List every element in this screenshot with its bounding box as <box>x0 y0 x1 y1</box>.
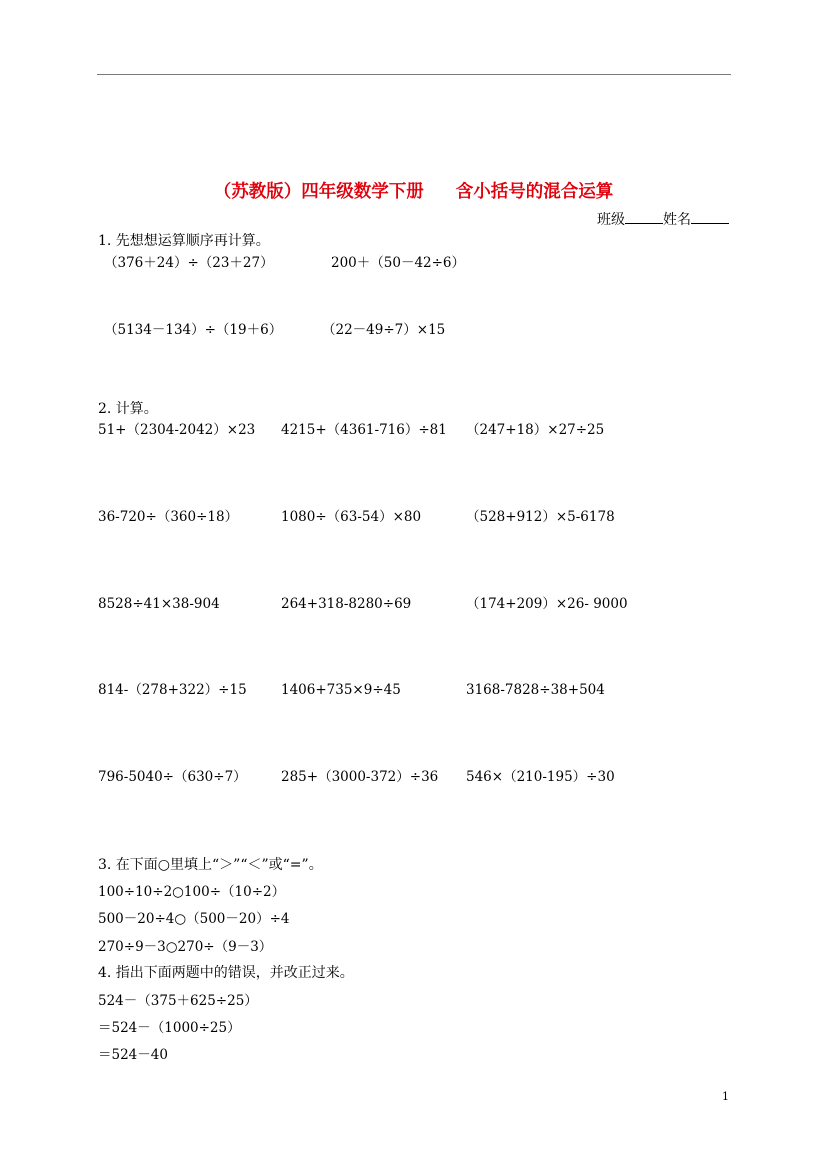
class-blank[interactable] <box>625 211 663 224</box>
problem: （174+209）×26- 9000 <box>466 596 628 612</box>
comparison-line: 270÷9－3○270÷（9－3） <box>98 939 273 955</box>
header-rule <box>97 74 731 75</box>
problem: 4215+（4361-716）÷81 <box>281 422 447 438</box>
problem: （376＋24）÷（23＋27） <box>104 255 274 271</box>
problem: 546×（210-195）÷30 <box>466 769 615 785</box>
problem: （247+18）×27÷25 <box>466 422 605 438</box>
problem: 36-720÷（360÷18） <box>98 509 239 525</box>
problem: 3168-7828÷38+504 <box>466 682 605 698</box>
title-part-2: 含小括号的混合运算 <box>455 182 614 202</box>
section-1-heading: 1. 先想想运算顺序再计算。 <box>98 233 270 249</box>
name-label: 姓名 <box>663 212 691 228</box>
section-4-heading: 4. 指出下面两题中的错误，并改正过来。 <box>98 965 354 981</box>
problem: 200＋（50－42÷6） <box>331 255 466 271</box>
problem: 8528÷41×38-904 <box>98 596 220 612</box>
problem: 285+（3000-372）÷36 <box>281 769 439 785</box>
problem: 1406+735×9÷45 <box>281 682 401 698</box>
title-part-1: （苏教版）四年级数学下册 <box>213 182 424 202</box>
class-label: 班级 <box>597 212 625 228</box>
work-line: 524－（375＋625÷25） <box>98 993 258 1009</box>
section-2-heading: 2. 计算。 <box>98 401 158 417</box>
problem: 814-（278+322）÷15 <box>98 682 247 698</box>
problem: （528+912）×5-6178 <box>466 509 615 525</box>
section-3-heading: 3. 在下面○里填上“＞”“＜”或“=”。 <box>98 857 323 873</box>
problem: 1080÷（63-54）×80 <box>281 509 422 525</box>
problem: 51+（2304-2042）×23 <box>98 422 256 438</box>
name-blank[interactable] <box>691 211 729 224</box>
comparison-line: 100÷10÷2○100÷（10÷2） <box>98 884 286 900</box>
comparison-line: 500－20÷4○（500－20）÷4 <box>98 911 290 927</box>
student-info <box>597 211 729 227</box>
work-line: ＝524－40 <box>98 1047 168 1063</box>
work-line: ＝524－（1000÷25） <box>98 1020 241 1036</box>
problem: 796-5040÷（630÷7） <box>98 769 247 785</box>
problem: （5134－134）÷（19＋6） <box>104 322 283 338</box>
problem: （22－49÷7）×15 <box>322 322 446 338</box>
page-number: 1 <box>722 1090 729 1103</box>
problem: 264+318-8280÷69 <box>281 596 412 612</box>
page-title <box>0 178 827 203</box>
